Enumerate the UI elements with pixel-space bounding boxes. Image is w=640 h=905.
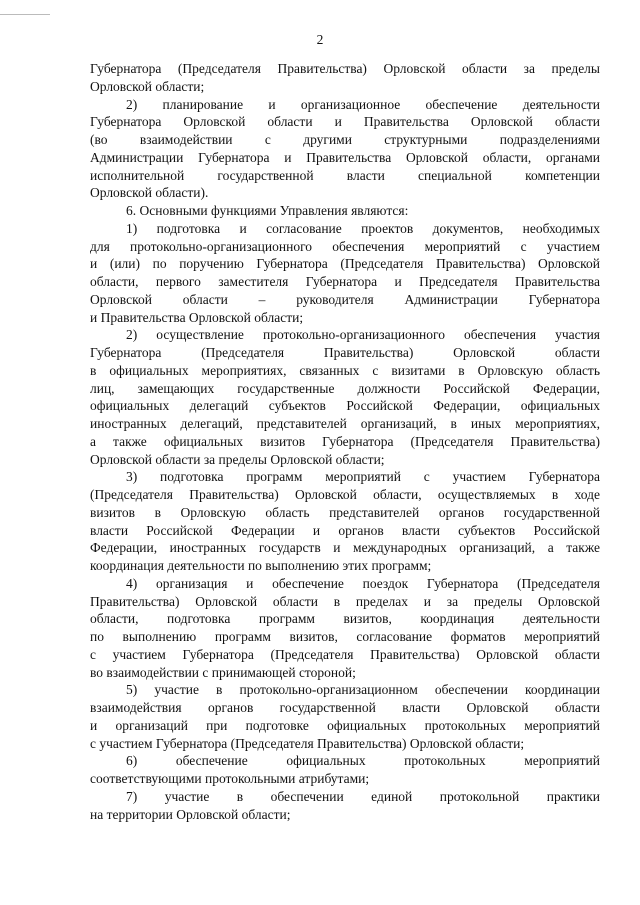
page-number: 2 <box>316 32 324 47</box>
text-line: и (или) по поручению Губернатора (Председателя Правительства) Орловской <box>90 256 600 272</box>
text-line: области, первого заместителя Губернатора и Председателя Правительства <box>90 274 600 289</box>
paragraph-func-6 <box>90 752 600 788</box>
text-line: 3) подготовка программ мероприятий с участием Губернатора <box>126 469 600 485</box>
text-line: 6. Основными функциями Управления являются: <box>126 203 409 218</box>
text-line: Губернатора (Председателя Правительства) Орловской области за пределы <box>90 61 600 76</box>
text-line: во взаимодействии с принимающей стороной; <box>90 664 356 680</box>
paragraph-func-7 <box>90 788 600 824</box>
paragraph-gov-trips-end <box>90 60 600 96</box>
paragraph-section-6-heading <box>90 202 600 220</box>
text-line: а также официальных визитов Губернатора (Председателя Правительства) <box>90 433 600 449</box>
text-line: (во взаимодействии с другими структурными подразделениями <box>90 132 600 147</box>
text-line: 6) обеспечение официальных протокольных мероприятий <box>126 753 600 769</box>
page-edge-mark <box>0 14 50 15</box>
text-line: 2) осуществление протокольно-организационного обеспечения участия <box>126 327 600 343</box>
text-line: иностранных делегаций, представителей организаций, в иных мероприятиях, <box>90 416 600 431</box>
text-line: и Правительства Орловской области; <box>90 309 304 325</box>
text-line: с участием Губернатора (Председателя Правительства) Орловской области <box>90 646 600 662</box>
text-line: 4) организация и обеспечение поездок Губернатора (Председателя <box>126 575 600 591</box>
text-line: власти Российской Федерации и органов власти субъектов Российской <box>90 522 600 538</box>
text-line: Правительства) Орловской области в пределах и за пределы Орловской <box>90 593 600 609</box>
text-line: Орловской области; <box>90 78 205 94</box>
paragraph-func-5 <box>90 681 600 752</box>
text-line: области, подготовка программ визитов, координация деятельности <box>90 611 600 627</box>
paragraph-func-3 <box>90 468 600 575</box>
text-line: официальных делегаций субъектов Российской Федерации, официальных <box>90 398 600 414</box>
text-line: по выполнению программ визитов, согласование форматов мероприятий <box>90 629 600 644</box>
text-line: с участием Губернатора (Председателя Правительства) Орловской области; <box>90 735 525 751</box>
text-line: 1) подготовка и согласование проектов документов, необходимых <box>126 220 600 236</box>
text-line: взаимодействия органов государственной власти Орловской области <box>90 700 600 715</box>
text-line: Губернатора (Председателя Правительства) Орловской области <box>90 345 600 360</box>
document-body <box>90 60 600 823</box>
text-line: визитов в Орловскую область представителей органов государственной <box>90 504 600 520</box>
paragraph-item-2-planning <box>90 96 600 203</box>
text-line: лиц, замещающих государственные должности Российской Федерации, <box>90 380 600 396</box>
text-line: 2) планирование и организационное обеспечение деятельности <box>126 96 600 112</box>
text-line: координация деятельности по выполнению этих программ; <box>90 558 432 573</box>
text-line: Орловской области). <box>90 185 209 201</box>
text-line: исполнительной государственной власти специальной компетенции <box>90 167 600 183</box>
text-line: в официальных мероприятиях, связанных с визитами в Орловскую область <box>90 362 600 378</box>
text-line: 5) участие в протокольно-организационном обеспечении координации <box>126 682 600 698</box>
paragraph-func-4 <box>90 575 600 682</box>
text-line: для протокольно-организационного обеспечения мероприятий с участием <box>90 238 600 254</box>
text-line: Орловской области – руководителя Администрации Губернатора <box>90 291 600 307</box>
text-line: Губернатора Орловской области и Правительства Орловской области <box>90 114 600 130</box>
text-line: и организаций при подготовке официальных протокольных мероприятий <box>90 717 600 733</box>
text-line: на территории Орловской области; <box>90 806 291 822</box>
text-line: Федерации, иностранных государств и международных организаций, а также <box>90 540 600 556</box>
text-line: 7) участие в обеспечении единой протокольной практики <box>126 788 600 804</box>
paragraph-func-2 <box>90 326 600 468</box>
text-line: соответствующими протокольными атрибутами; <box>90 771 370 786</box>
text-line: (Председателя Правительства) Орловской области, осуществляемых в ходе <box>90 487 600 502</box>
text-line: Орловской области за пределы Орловской области; <box>90 451 385 467</box>
text-line: Администрации Губернатора и Правительства Орловской области, органами <box>90 149 600 165</box>
paragraph-func-1 <box>90 220 600 327</box>
